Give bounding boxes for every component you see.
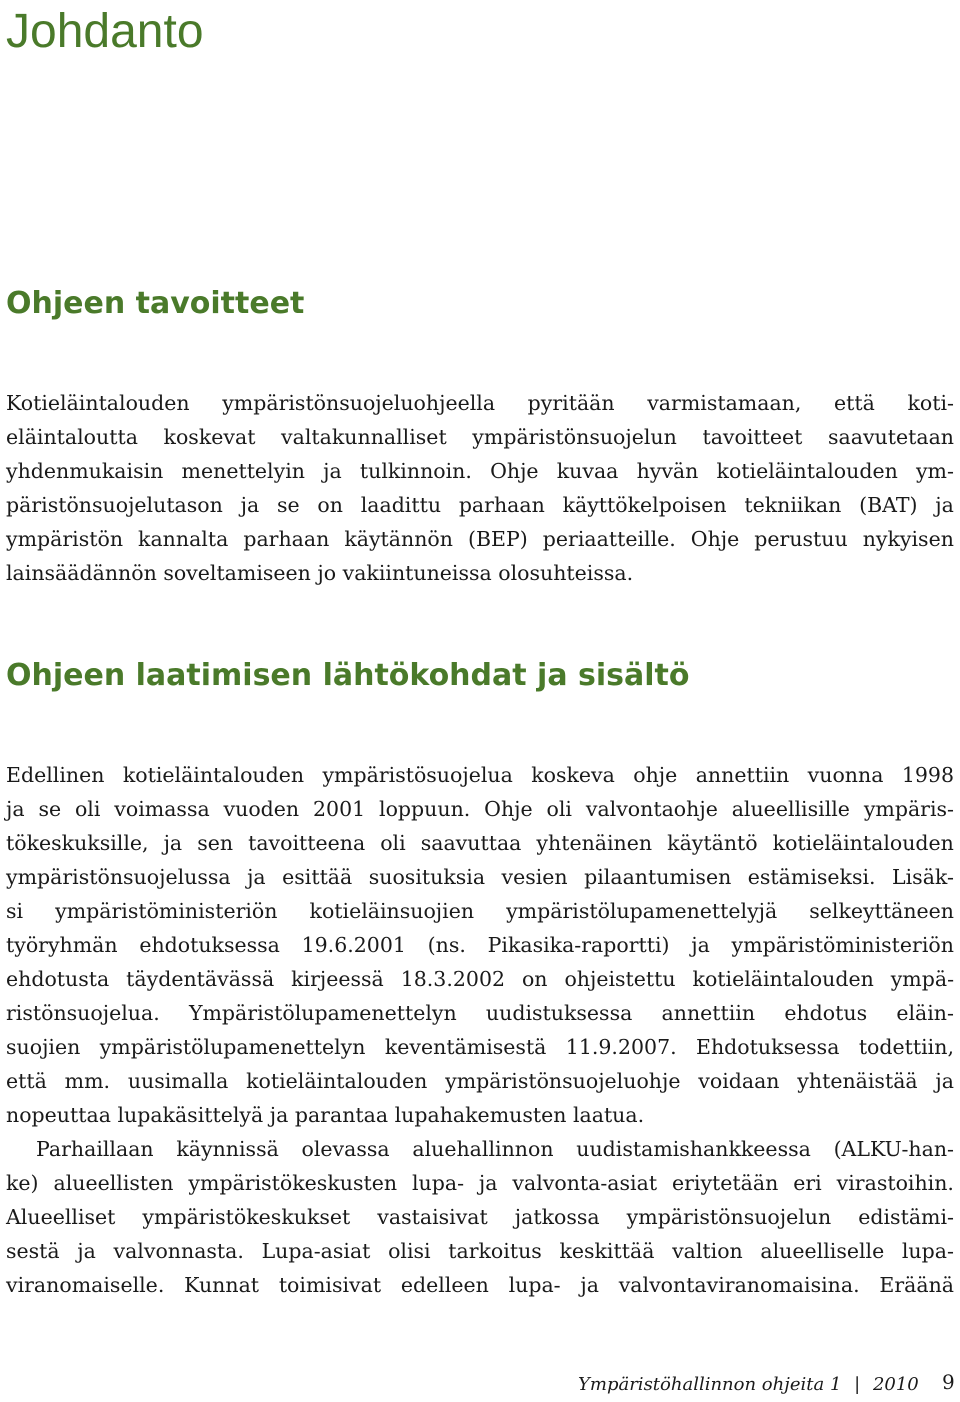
word: Pikasika-raportti): [487, 933, 670, 957]
body-line: [6, 758, 954, 792]
word: ympäristönsuojeluohjeella: [222, 391, 496, 415]
word: suojien: [6, 1035, 81, 1059]
word: virastoihin.: [836, 1171, 954, 1195]
body-line: [6, 386, 954, 420]
word: keskittää: [559, 1239, 655, 1263]
word: todettiin,: [858, 1035, 954, 1059]
word: viranomaiselle.: [6, 1273, 165, 1297]
word: että: [6, 1069, 47, 1093]
word: kirjeessä: [291, 967, 384, 991]
word: Ohje: [490, 459, 539, 483]
body-line: [6, 1166, 954, 1200]
word: ehdotusta: [6, 967, 110, 991]
body-line: lainsäädännön soveltamiseen jo vakiintuneissa olosuhteissa.: [6, 561, 634, 585]
word: edistämi-: [858, 1205, 954, 1229]
word: ja: [935, 493, 954, 517]
word: esittää: [282, 865, 353, 889]
word: ohjeistettu: [564, 967, 676, 991]
word: ympäristönsuojeluohje: [445, 1069, 681, 1093]
word: valvontaviranomaisina.: [618, 1273, 860, 1297]
word: ympäristölupamenettelyjä: [506, 899, 778, 923]
body-line: [6, 488, 954, 522]
word: Kunnat: [184, 1273, 260, 1297]
word: ja: [691, 933, 710, 957]
word: vesien: [501, 865, 568, 889]
word: käytännön: [344, 527, 453, 551]
word: ehdotuksessa: [139, 933, 280, 957]
word: ehdotus: [784, 1001, 868, 1025]
word: annettiin: [695, 763, 790, 787]
word: alueelliselle: [760, 1239, 885, 1263]
word: työryhmän: [6, 933, 118, 957]
word: täydentävässä: [126, 967, 275, 991]
word: alueellisten: [53, 1171, 174, 1195]
word: nykyisen: [862, 527, 954, 551]
word: ja: [323, 459, 342, 483]
word: Parhaillaan: [36, 1137, 154, 1161]
word: yhtenäistää: [797, 1069, 918, 1093]
word: ja: [240, 493, 260, 517]
word: Eräänä: [879, 1273, 954, 1297]
word: lupa-: [411, 1171, 464, 1195]
word: kuvaa: [556, 459, 619, 483]
word: ympäristönsuojelussa: [6, 865, 231, 889]
body-line: [6, 928, 954, 962]
word: oli: [74, 797, 101, 821]
word: ke): [6, 1171, 39, 1195]
word: annettiin: [661, 1001, 756, 1025]
word: 19.6.2001: [301, 933, 406, 957]
word: tulkinnoin.: [359, 459, 472, 483]
word: keventämisestä: [384, 1035, 547, 1059]
footer-separator: |: [854, 1374, 861, 1395]
word: valvonta-asiat: [512, 1171, 658, 1195]
word: loppuun.: [379, 797, 471, 821]
word: hyvän: [636, 459, 699, 483]
section-heading-goals: Ohjeen tavoitteet: [6, 286, 305, 321]
word: edelleen: [400, 1273, 489, 1297]
word: kotieläintalouden: [772, 831, 954, 855]
word: sen: [197, 831, 234, 855]
word: periaatteille.: [542, 527, 676, 551]
word: 18.3.2002: [400, 967, 506, 991]
word: uudistuksessa: [485, 1001, 633, 1025]
word: ympäristölupamenettelyn: [99, 1035, 366, 1059]
body-line: nopeuttaa lupakäsittelyä ja parantaa lupahakemusten laatua.: [6, 1103, 645, 1127]
word: ympäristönsuojelun: [472, 425, 677, 449]
word: parhaan: [243, 527, 330, 551]
word: vastaisivat: [377, 1205, 488, 1229]
word: Ympäristölupamenettelyn: [188, 1001, 457, 1025]
word: valtion: [672, 1239, 743, 1263]
word: aluehallinnon: [412, 1137, 554, 1161]
section-body-goals: [6, 386, 954, 590]
word: olisi: [388, 1239, 431, 1263]
word: Kotieläintalouden: [6, 391, 190, 415]
section-heading-basis: Ohjeen laatimisen lähtökohdat ja sisältö: [6, 658, 690, 693]
word: sestä: [6, 1239, 60, 1263]
word: valvontaohje: [585, 797, 718, 821]
word: si: [6, 899, 24, 923]
page-title: Johdanto: [6, 5, 204, 58]
body-line: [6, 420, 954, 454]
page-number: 9: [942, 1370, 955, 1394]
body-line: [6, 1132, 954, 1166]
word: Edellinen: [6, 763, 105, 787]
word: Alueelliset: [6, 1205, 116, 1229]
body-line: [6, 454, 954, 488]
word: koskevat: [163, 425, 256, 449]
word: ohje: [633, 763, 678, 787]
word: toimisivat: [278, 1273, 382, 1297]
body-line: [6, 962, 954, 996]
word: yhtenäinen: [536, 831, 653, 855]
word: varmistamaan,: [647, 391, 802, 415]
word: voidaan: [698, 1069, 780, 1093]
word: tökeskuksille,: [6, 831, 149, 855]
word: parhaan: [458, 493, 545, 517]
word: ympäristön: [6, 527, 124, 551]
word: (ALKU-han-: [833, 1137, 954, 1161]
word: ja: [6, 797, 25, 821]
word: jatkossa: [514, 1205, 600, 1229]
word: Lupa-asiat: [261, 1239, 371, 1263]
word: eläintaloutta: [6, 425, 138, 449]
word: ja: [163, 831, 183, 855]
word: vuoden: [223, 797, 300, 821]
word: ympäristöministeriön: [731, 933, 954, 957]
word: uusimalla: [127, 1069, 229, 1093]
word: 2001: [313, 797, 366, 821]
word: tarkoitus: [448, 1239, 542, 1263]
section-body-basis: [6, 758, 954, 1302]
word: että: [834, 391, 875, 415]
body-line: [6, 522, 954, 556]
word: 1998: [901, 763, 954, 787]
word: ja: [247, 865, 266, 889]
word: koskeva: [531, 763, 615, 787]
word: yhdenmukaisin: [6, 459, 164, 483]
word: Ehdotuksessa: [696, 1035, 840, 1059]
word: (BEP): [467, 527, 528, 551]
word: ympäristöministeriön: [55, 899, 278, 923]
word: Ohje: [690, 527, 740, 551]
word: menettelyin: [181, 459, 305, 483]
word: mm.: [64, 1069, 111, 1093]
body-line: [6, 1200, 954, 1234]
word: pilaantumisen: [584, 865, 732, 889]
word: olevassa: [301, 1137, 390, 1161]
word: eläin-: [896, 1001, 954, 1025]
word: uudistamishankkeessa: [576, 1137, 811, 1161]
word: se: [38, 797, 62, 821]
word: kotieläinsuojien: [309, 899, 475, 923]
word: alueellisille: [731, 797, 850, 821]
word: se: [276, 493, 300, 517]
footer-series: Ympäristöhallinnon ohjeita: [578, 1374, 825, 1395]
word: ja: [478, 1171, 498, 1195]
word: päristönsuojelutason: [6, 493, 223, 517]
word: ympäristönsuojelun: [626, 1205, 832, 1229]
word: lupa-: [901, 1239, 954, 1263]
word: eriytetään: [671, 1171, 779, 1195]
word: kotieläintalouden: [716, 459, 898, 483]
word: valvonnasta.: [113, 1239, 244, 1263]
word: perustuu: [754, 527, 848, 551]
body-line: [6, 826, 954, 860]
body-line: [6, 1234, 954, 1268]
word: Ohje: [484, 797, 533, 821]
word: suosituksia: [368, 865, 486, 889]
word: vuonna: [807, 763, 884, 787]
word: käytäntö: [667, 831, 758, 855]
word: eri: [793, 1171, 822, 1195]
footer-issue: 1: [829, 1374, 842, 1395]
body-line: [6, 1030, 954, 1064]
word: tavoitteet: [702, 425, 803, 449]
word: selkeyttäneen: [809, 899, 954, 923]
word: on: [317, 493, 343, 517]
word: saavutetaan: [827, 425, 954, 449]
word: on: [521, 967, 548, 991]
word: 11.9.2007.: [565, 1035, 677, 1059]
word: kotieläintalouden: [246, 1069, 428, 1093]
word: estämiseksi.: [747, 865, 876, 889]
word: ja: [77, 1239, 96, 1263]
word: ym-: [915, 459, 954, 483]
page-footer: [578, 1370, 919, 1400]
word: kannalta: [138, 527, 229, 551]
word: ympäristösuojelua: [322, 763, 513, 787]
word: tekniikan: [744, 493, 842, 517]
word: lupa-: [508, 1273, 561, 1297]
body-line: [6, 894, 954, 928]
body-line: [6, 1064, 954, 1098]
body-line: [6, 996, 954, 1030]
word: laadittu: [360, 493, 442, 517]
word: ympäris-: [863, 797, 954, 821]
word: ja: [580, 1273, 599, 1297]
word: oli: [380, 831, 406, 855]
word: (BAT): [859, 493, 918, 517]
body-line: [6, 860, 954, 894]
word: käynnissä: [176, 1137, 279, 1161]
word: tavoitteena: [248, 831, 366, 855]
word: valtakunnalliset: [281, 425, 447, 449]
word: ja: [935, 1069, 954, 1093]
word: kotieläintalouden: [692, 967, 874, 991]
body-line: [6, 792, 954, 826]
word: käyttökelpoisen: [562, 493, 727, 517]
word: ympäristökeskusten: [188, 1171, 398, 1195]
body-line: [6, 1268, 954, 1302]
word: voimassa: [114, 797, 210, 821]
word: ympäristökeskukset: [142, 1205, 351, 1229]
word: pyritään: [527, 391, 615, 415]
word: oli: [546, 797, 572, 821]
word: kotieläintalouden: [122, 763, 305, 787]
word: (ns.: [427, 933, 466, 957]
footer-year: 2010: [872, 1374, 919, 1395]
word: ristönsuojelua.: [6, 1001, 160, 1025]
word: saavuttaa: [420, 831, 522, 855]
word: ympä-: [890, 967, 954, 991]
word: Lisäk-: [892, 865, 954, 889]
word: koti-: [907, 391, 954, 415]
